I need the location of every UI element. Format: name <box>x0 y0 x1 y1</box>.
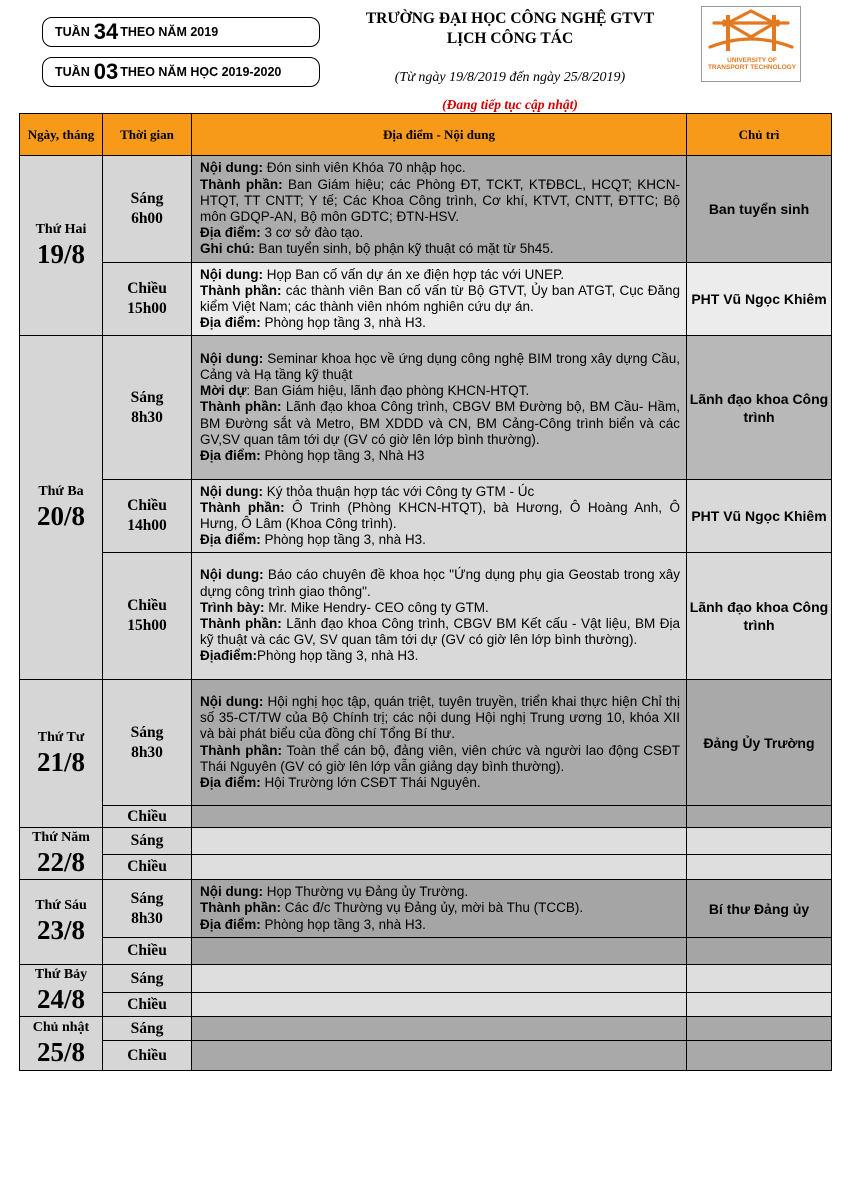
document-title: LỊCH CÔNG TÁC <box>446 30 574 47</box>
event-host: PHT Vũ Ngọc Khiêm <box>687 263 832 336</box>
school-name: TRƯỜNG ĐẠI HỌC CÔNG NGHỆ GTVT <box>365 10 655 27</box>
schedule-table <box>19 113 832 1071</box>
col-header-time: Thời gian <box>103 114 192 156</box>
event-content: Nội dung: Đón sinh viên Khóa 70 nhập học. Thành phần: Ban Giám hiệu; các Phòng ĐT, TCKT, KTĐBCL, HCQT; KHCN-HTQT, TT CNTT; Y tế; Các Khoa Công trình, Cơ khí, KTVT, CNTT, ĐTTC; Bộ môn GDQP-AN, Bộ môn GDTC; ĐTN-HSV. Địa điểm: 3 cơ sở đào tạo. Ghi chú: Ban tuyển sinh, bộ phận kỹ thuật có mặt từ 5h45. <box>192 156 687 263</box>
col-header-day: Ngày, tháng <box>20 114 103 156</box>
time-cell: Sáng <box>103 828 192 855</box>
day-cell-friday: Thứ Sáu 23/8 <box>20 880 103 965</box>
date-range: (Từ ngày 19/8/2019 đến ngày 25/8/2019) <box>394 70 626 85</box>
event-host <box>687 1041 832 1071</box>
time-cell: Chiều <box>103 855 192 880</box>
table-row <box>20 680 832 806</box>
week-school-number: 03 <box>93 59 119 84</box>
event-host: PHT Vũ Ngọc Khiêm <box>687 480 832 553</box>
table-header-row <box>20 114 832 156</box>
time-cell: Chiều 15h00 <box>103 263 192 336</box>
time-cell: Chiều 14h00 <box>103 480 192 553</box>
table-row <box>20 336 832 480</box>
event-host: Bí thư Đảng ủy <box>687 880 832 938</box>
time-cell: Chiều <box>103 1041 192 1071</box>
time-cell: Chiều 15h00 <box>103 553 192 680</box>
event-content <box>192 938 687 965</box>
day-cell-wednesday: Thứ Tư 21/8 <box>20 680 103 828</box>
week-of-school-year-box <box>42 57 320 87</box>
week-of-year-box <box>42 17 320 47</box>
col-header-host: Chủ trì <box>687 114 832 156</box>
day-cell-sunday: Chủ nhật 25/8 <box>20 1017 103 1071</box>
table-row <box>20 965 832 993</box>
table-row <box>20 938 832 965</box>
day-cell-monday: Thứ Hai 19/8 <box>20 156 103 336</box>
event-host: Ban tuyển sinh <box>687 156 832 263</box>
event-host <box>687 1017 832 1041</box>
day-cell-tuesday: Thứ Ba 20/8 <box>20 336 103 680</box>
table-row <box>20 553 832 680</box>
table-row <box>20 1017 832 1041</box>
day-cell-saturday: Thứ Bảy 24/8 <box>20 965 103 1017</box>
table-row <box>20 828 832 855</box>
table-row <box>20 993 832 1017</box>
time-cell: Chiều <box>103 806 192 828</box>
table-row <box>20 855 832 880</box>
event-host: Đảng Ủy Trường <box>687 680 832 806</box>
event-content: Nội dung: Họp Thường vụ Đảng ủy Trường. Thành phần: Các đ/c Thường vụ Đảng ủy, mời bà Thu (TCCB). Địa điểm: Phòng họp tầng 3, nhà H3. <box>192 880 687 938</box>
time-cell: Sáng 8h30 <box>103 680 192 806</box>
table-row <box>20 1041 832 1071</box>
col-header-content: Địa điểm - Nội dung <box>192 114 687 156</box>
update-status: (Đang tiếp tục cập nhật) <box>442 97 578 112</box>
event-host <box>687 965 832 993</box>
time-cell: Sáng 8h30 <box>103 336 192 480</box>
event-content <box>192 855 687 880</box>
week-year-suffix: THEO NĂM 2019 <box>120 25 219 39</box>
university-logo <box>701 6 801 82</box>
time-cell: Sáng <box>103 965 192 993</box>
week-year-number: 34 <box>93 19 119 44</box>
event-host <box>687 855 832 880</box>
week-year-prefix: TUẦN <box>55 25 90 39</box>
time-cell: Chiều <box>103 993 192 1017</box>
day-cell-thursday: Thứ Năm 22/8 <box>20 828 103 880</box>
bridge-logo-icon <box>702 7 800 55</box>
table-row <box>20 806 832 828</box>
event-host: Lãnh đạo khoa Công trình <box>687 553 832 680</box>
time-cell: Sáng <box>103 1017 192 1041</box>
week-school-suffix: THEO NĂM HỌC 2019-2020 <box>120 65 282 79</box>
event-content <box>192 828 687 855</box>
event-content <box>192 1017 687 1041</box>
time-cell: Sáng 6h00 <box>103 156 192 263</box>
event-content <box>192 965 687 993</box>
time-cell: Sáng 8h30 <box>103 880 192 938</box>
event-content: Nội dung: Seminar khoa học về ứng dụng công nghệ BIM trong xây dựng Cầu, Cảng và Hạ tầng kỹ thuật Mời dự: Ban Giám hiệu, lãnh đạo phòng KHCN-HTQT. Thành phần: Lãnh đạo khoa Công trình, CBGV BM Đường bộ, BM Cầu- Hầm, BM Đường sắt và Metro, BM XDDD và CN, BM Cảng-Công trình biển và các GV,SV quan tâm tới dự (GV có giờ lên lớp bình thường). Địa điểm: Phòng họp tầng 3, Nhà H3 <box>192 336 687 480</box>
event-content: Nội dung: Họp Ban cố vấn dự án xe điện hợp tác với UNEP. Thành phần: các thành viên Ban cố vấn từ Bộ GTVT, Ủy ban ATGT, Cục Đăng kiểm Việt Nam; các thành viên nhóm nghiên cứu dự án. Địa điểm: Phòng họp tầng 3, nhà H3. <box>192 263 687 336</box>
event-host <box>687 828 832 855</box>
week-school-prefix: TUẦN <box>55 65 90 79</box>
event-content <box>192 806 687 828</box>
event-host <box>687 938 832 965</box>
logo-text: UNIVERSITY OF TRANSPORT TECHNOLOGY <box>707 57 797 71</box>
table-row <box>20 263 832 336</box>
event-content <box>192 993 687 1017</box>
event-content: Nội dung: Hội nghị học tập, quán triệt, tuyên truyền, triển khai thực hiện Chỉ thị số 35-CT/TW của Bộ Chính trị; các nội dung Hội nghị Trung ương 10, khóa XII và bài phát biểu của đồng chí Tổng Bí thư. Thành phần: Toàn thể cán bộ, đảng viên, viên chức và người lao động CSĐT Thái Nguyên (GV có giờ lên lớp vẫn giảng dạy bình thường). Địa điểm: Hội Trường lớn CSĐT Thái Nguyên. <box>192 680 687 806</box>
event-host <box>687 806 832 828</box>
table-row <box>20 156 832 263</box>
time-cell: Chiều <box>103 938 192 965</box>
event-host <box>687 993 832 1017</box>
event-content <box>192 1041 687 1071</box>
event-content: Nội dung: Ký thỏa thuận hợp tác với Công ty GTM - Úc Thành phần: Ô Trinh (Phòng KHCN-HTQT), bà Hương, Ô Hoàng Anh, Ô Hưng, Ô Lâm (Khoa Công trình). Địa điểm: Phòng họp tầng 3, nhà H3. <box>192 480 687 553</box>
event-content: Nội dung: Báo cáo chuyên đề khoa học "Ứng dụng phụ gia Geostab trong xây dựng công trình giao thông". Trình bày: Mr. Mike Hendry- CEO công ty GTM. Thành phần: Lãnh đạo khoa Công trình, CBGV BM Kết cấu - Vật liệu, BM Địa kỹ thuật và các GV, SV quan tâm tới dự (GV có giờ lên lớp bình thường). Địađiểm:Phòng họp tầng 3, nhà H3. <box>192 553 687 680</box>
event-host: Lãnh đạo khoa Công trình <box>687 336 832 480</box>
table-row <box>20 480 832 553</box>
table-row <box>20 880 832 938</box>
